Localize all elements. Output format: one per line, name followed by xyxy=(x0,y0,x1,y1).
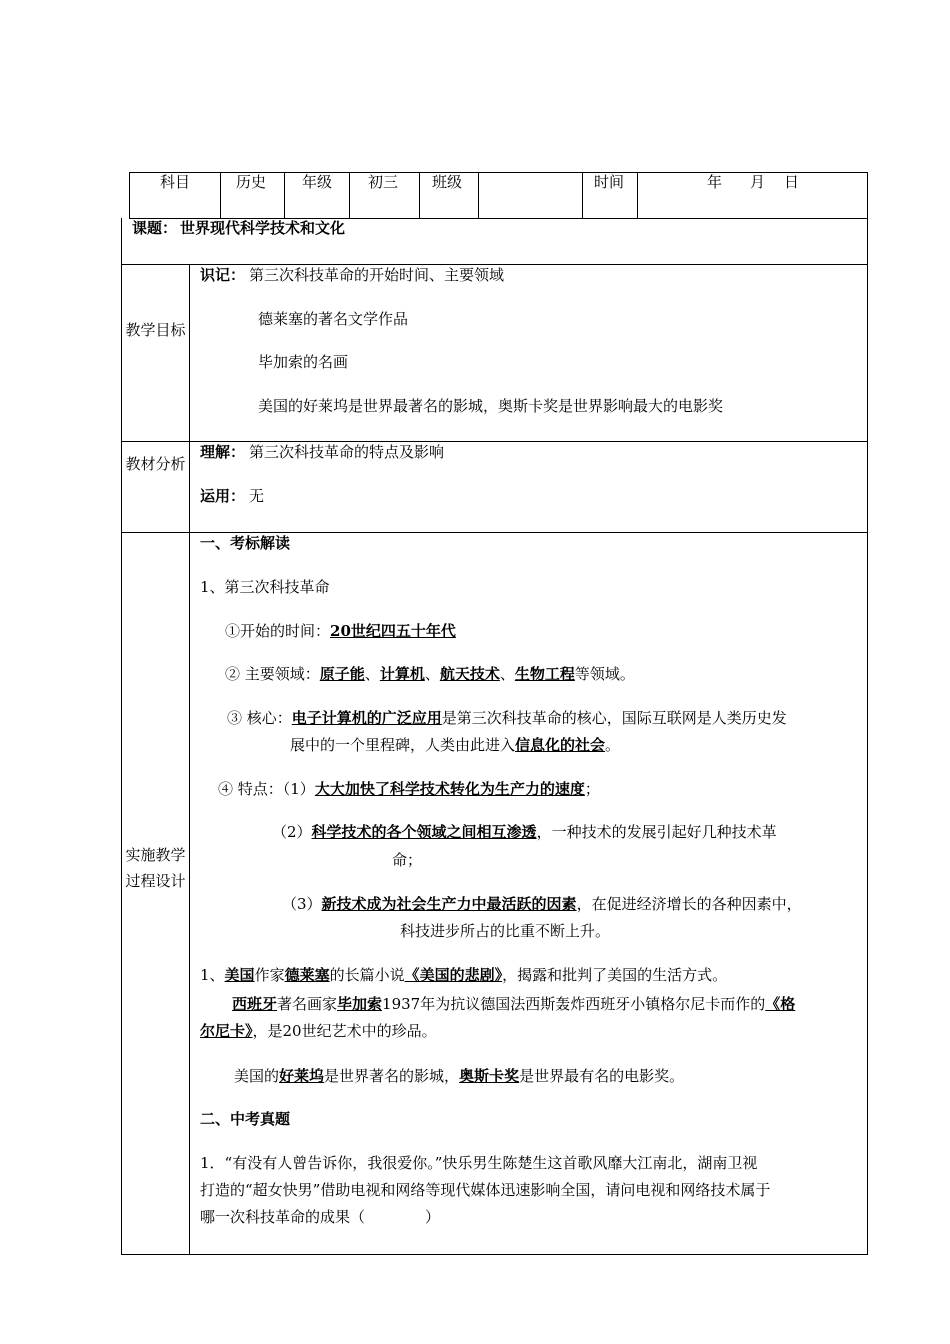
section-1-subtitle: 1、第三次科技革命 xyxy=(200,578,330,596)
point-main-fields: ② 主要领域：原子能、计算机、航天技术、生物工程等领域。 xyxy=(225,665,635,683)
section-1-title: 一、考标解读 xyxy=(200,534,291,552)
grade-label: 年级 xyxy=(302,173,333,191)
point-feature-1: ④ 特点：（1）大大加快了科学技术转化为生产力的速度； xyxy=(218,780,600,798)
topic-value: 世界现代科学技术和文化 xyxy=(180,219,346,237)
date-month: 月 xyxy=(750,173,766,191)
date-year: 年 xyxy=(707,173,723,191)
section-2-title: 二、中考真题 xyxy=(200,1110,291,1128)
question-1-line1: 1．“有没有人曾告诉你，我很爱你。”快乐男生陈楚生这首歌风靡大江南北，湖南卫视 xyxy=(200,1154,758,1172)
class-label: 班级 xyxy=(432,173,463,191)
memorize-label: 识记： xyxy=(200,266,246,284)
point-feature-2-line2: 命； xyxy=(392,851,423,869)
process-label: 实施教学过程设计 xyxy=(125,846,186,890)
subject-value: 历史 xyxy=(236,173,267,191)
analysis-label: 教材分析 xyxy=(125,455,186,473)
subject-label: 科目 xyxy=(160,173,191,191)
goal-item-2: 德莱塞的著名文学作品 xyxy=(258,310,409,328)
question-1-line2: 打造的“超女快男”借助电视和网络等现代媒体迅速影响全国，请问电视和网络技术属于 xyxy=(200,1181,771,1199)
culture-item-dreiser: 1、美国作家德莱塞的长篇小说《美国的悲剧》，揭露和批判了美国的生活方式。 xyxy=(200,966,728,984)
date-day: 日 xyxy=(784,173,800,191)
understand-label: 理解： xyxy=(200,443,246,461)
apply-value: 无 xyxy=(249,487,265,505)
point-feature-3-line2: 科技进步所占的比重不断上升。 xyxy=(400,922,611,940)
time-label: 时间 xyxy=(594,173,625,191)
point-feature-2: （2）科学技术的各个领域之间相互渗透，一种技术的发展引起好几种技术革 xyxy=(272,823,777,841)
point-start-time: ①开始的时间：20世纪四五十年代 xyxy=(225,622,456,640)
question-1-line3: 哪一次科技革命的成果（ ） xyxy=(200,1208,441,1226)
grade-value: 初三 xyxy=(368,173,399,191)
goal-item-4: 美国的好莱坞是世界最著名的影城，奥斯卡奖是世界影响最大的电影奖 xyxy=(258,397,724,415)
point-feature-3: （3）新技术成为社会生产力中最活跃的因素，在促进经济增长的各种因素中， xyxy=(282,895,802,913)
memorize-value: 第三次科技革命的开始时间、主要领域 xyxy=(249,266,505,284)
point-core-line2: 展中的一个里程碑，人类由此进入信息化的社会。 xyxy=(290,736,621,754)
topic-label: 课题： xyxy=(132,219,178,237)
apply-label: 运用： xyxy=(200,487,246,505)
culture-item-picasso: 西班牙著名画家毕加索1937年为抗议德国法西斯轰炸西班牙小镇格尔尼卡而作的《格 xyxy=(232,995,796,1013)
understand-value: 第三次科技革命的特点及影响 xyxy=(249,443,445,461)
point-core: ③ 核心：电子计算机的广泛应用是第三次科技革命的核心，国际互联网是人类历史发 xyxy=(227,709,787,727)
goal-item-3: 毕加索的名画 xyxy=(258,353,349,371)
culture-item-hollywood: 美国的好莱坞是世界著名的影城，奥斯卡奖是世界最有名的电影奖。 xyxy=(234,1067,685,1085)
goals-label: 教学目标 xyxy=(125,321,186,339)
culture-item-picasso-line2: 尔尼卡》，是20世纪艺术中的珍品。 xyxy=(200,1022,437,1040)
